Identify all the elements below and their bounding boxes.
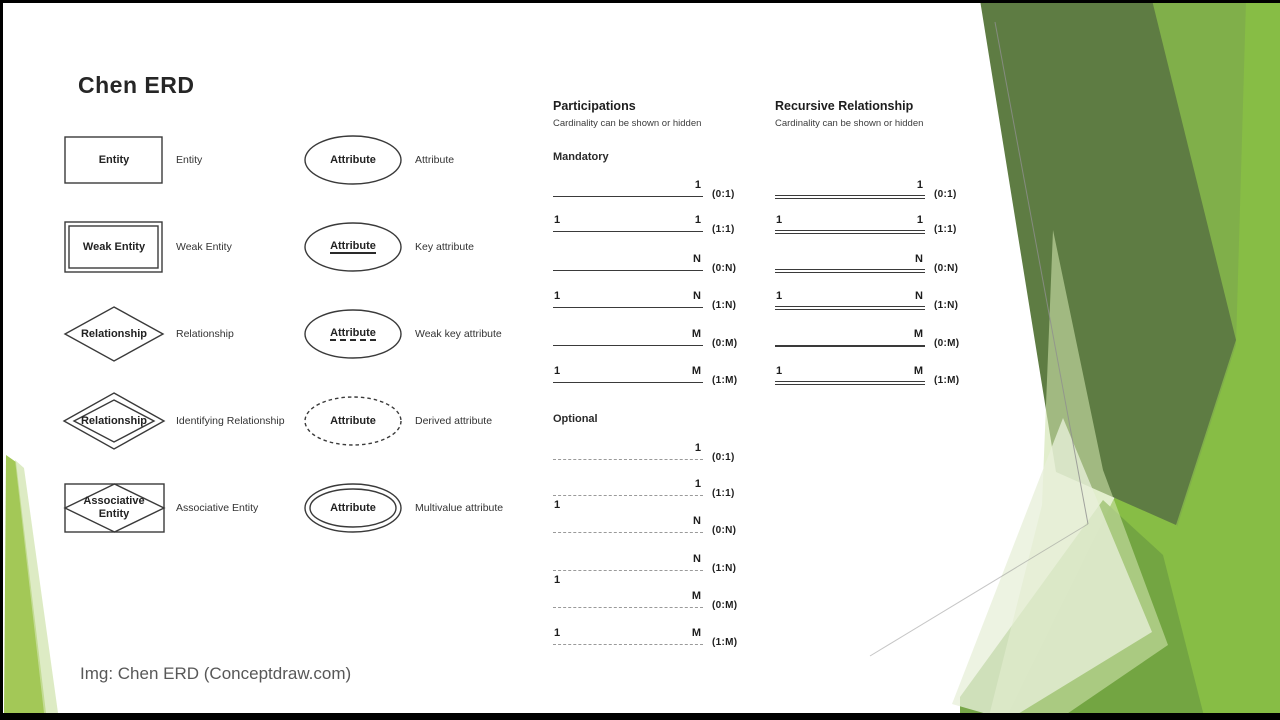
cardinality-label: (0:M) [712,600,738,611]
cardinality-label: (0:1) [934,189,957,200]
right-cardinal: N [693,515,701,527]
legend-shape-cell [301,479,405,537]
shape-text: Relationship [80,414,147,427]
left-cardinal: 1 [554,290,561,302]
right-cardinal: N [693,290,701,302]
cardinality-label: (0:M) [934,338,960,349]
cardinality-label: (1:M) [712,637,738,648]
left-cardinal: 1 [554,499,561,511]
shape-label: Attribute [415,154,455,166]
relationship-line [775,306,925,311]
legend-shape-cell [301,218,405,276]
letterbox-top [0,0,1280,3]
shape-label: Relationship [176,328,234,340]
left-cardinal: 1 [776,365,783,377]
legend-shape-cell [62,218,166,276]
relationship-line [553,532,703,533]
right-cardinal: M [913,328,923,340]
relationship-line [553,307,703,308]
letterbox-left [0,0,3,720]
legend-shape-cell [62,131,166,189]
mandatory-label: Mandatory [553,151,609,163]
relationship-line [775,195,925,200]
relationship-line [553,570,703,571]
right-cardinal: 1 [694,179,701,191]
right-cardinal: N [915,253,923,265]
cardinality-label: (1:1) [934,224,957,235]
shape-label: Associative Entity [176,502,259,514]
cardinality-label: (0:M) [712,338,738,349]
right-cardinal: N [915,290,923,302]
relationship-line [553,345,703,346]
right-cardinal: 1 [916,214,923,226]
shape-text: Relationship [80,327,147,340]
right-cardinal: M [691,627,701,639]
right-cardinal: M [691,328,701,340]
relationship-line [553,495,703,496]
shape-text: Weak Entity [82,240,146,253]
shape-text: Attribute [301,218,405,276]
legend-shape-cell [62,392,166,450]
recursive-subheading: Cardinality can be shown or hidden [775,118,924,129]
cardinality-label: (1:M) [934,375,960,386]
image-caption: Img: Chen ERD (Conceptdraw.com) [80,664,352,683]
relationship-line [553,196,703,197]
relationship-line [553,382,703,383]
relationship-line [775,381,925,386]
shape-text: Attribute [301,305,405,363]
cardinality-label: (1:N) [712,300,737,311]
relationship-line [775,269,925,274]
participations-heading: Participations [553,99,636,113]
page-title: Chen ERD [78,72,195,98]
shape-label: Identifying Relationship [176,415,285,427]
legend-shape-cell [62,305,166,363]
relationship-line [553,607,703,608]
cardinality-label: (0:N) [934,263,959,274]
relationship-line [553,644,703,645]
cardinality-label: (0:1) [712,189,735,200]
cardinality-label: (0:N) [712,263,737,274]
recursive-heading: Recursive Relationship [775,99,914,113]
cardinality-label: (1:N) [712,563,737,574]
shape-label: Multivalue attribute [415,502,504,514]
right-cardinal: 1 [694,214,701,226]
shape-label: Weak key attribute [415,328,502,340]
letterbox-bottom [0,713,1280,720]
legend-shape-cell [62,479,166,537]
relationship-line [553,270,703,271]
right-cardinal: M [691,365,701,377]
left-cardinal: 1 [776,290,783,302]
relationship-line [775,230,925,235]
left-cardinal: 1 [554,365,561,377]
right-cardinal: N [693,553,701,565]
legend-shape-cell [301,305,405,363]
legend-shape-cell [301,392,405,450]
relationship-line [553,459,703,460]
right-cardinal: 1 [694,442,701,454]
cardinality-label: (1:1) [712,488,735,499]
left-cardinal: 1 [776,214,783,226]
left-cardinal: 1 [554,574,561,586]
cardinality-label: (1:N) [934,300,959,311]
shape-text: Attribute [330,414,376,427]
shape-label: Derived attribute [415,415,493,427]
right-cardinal: M [691,590,701,602]
optional-label: Optional [553,413,598,425]
right-cardinal: N [693,253,701,265]
cardinality-label: (1:1) [712,224,735,235]
right-cardinal: 1 [694,478,701,490]
cardinality-label: (1:M) [712,375,738,386]
participations-subheading: Cardinality can be shown or hidden [553,118,702,129]
cardinality-label: (0:1) [712,452,735,463]
shape-text: Attribute [330,153,376,166]
relationship-line [553,231,703,232]
left-cardinal: 1 [554,214,561,226]
legend-shape-cell [301,131,405,189]
shape-label: Key attribute [415,241,474,253]
shape-text: Attribute [330,501,376,514]
shape-label: Weak Entity [176,241,232,253]
shape-text: Associative Entity [83,495,145,520]
shape-text: Entity [98,153,130,166]
left-cardinal: 1 [554,627,561,639]
shape-label: Entity [176,154,203,166]
relationship-line [775,345,925,347]
cardinality-label: (0:N) [712,525,737,536]
right-cardinal: 1 [916,179,923,191]
right-cardinal: M [913,365,923,377]
